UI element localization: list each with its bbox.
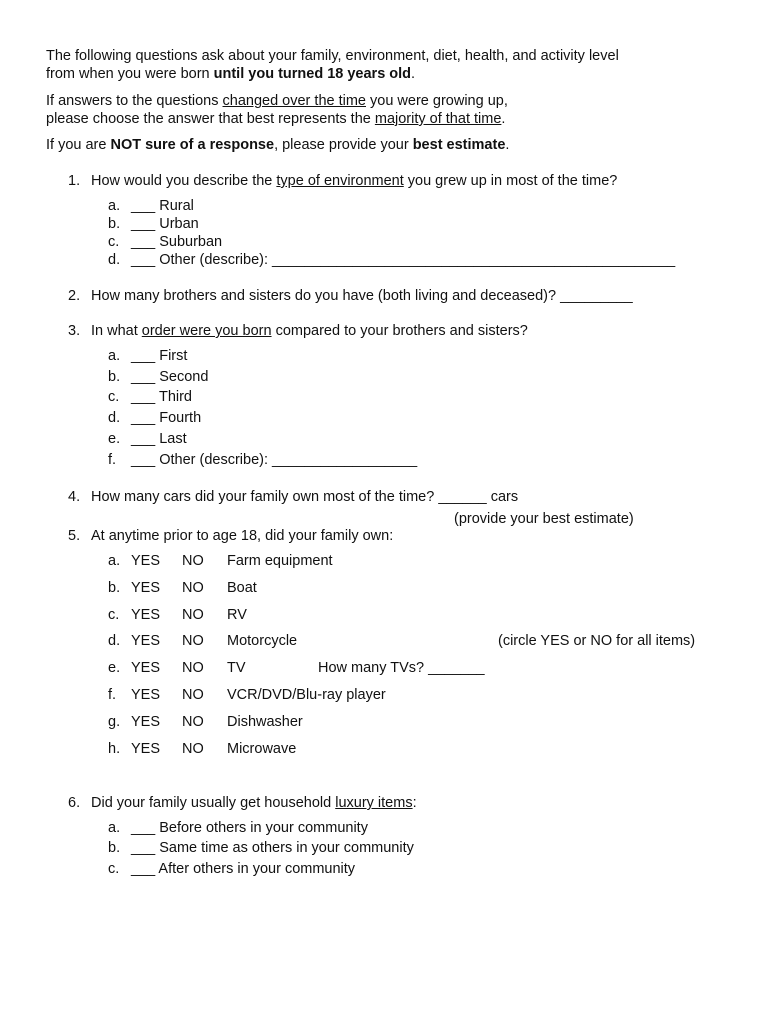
no-option[interactable]: NO — [182, 607, 204, 623]
q5-item-letter: a. — [108, 553, 121, 569]
no-option[interactable]: NO — [182, 687, 204, 703]
q3-option-fourth[interactable]: ___ Fourth — [131, 410, 202, 426]
q6-text: Did your family usually get household luxury items: — [91, 795, 417, 811]
q3-option-letter: c. — [108, 389, 120, 405]
q5-item-letter: d. — [108, 633, 121, 649]
no-option[interactable]: NO — [182, 633, 204, 649]
q6-option-letter: c. — [108, 861, 120, 877]
yes-option[interactable]: YES — [131, 607, 161, 623]
no-option[interactable]: NO — [182, 660, 204, 676]
yes-option[interactable]: YES — [131, 553, 161, 569]
q2-number: 2. — [68, 288, 81, 304]
q3-option-letter: d. — [108, 410, 121, 426]
q6-option-same[interactable]: ___ Same time as others in your community — [131, 840, 414, 856]
q3-option-letter: a. — [108, 348, 121, 364]
q1-option-letter: b. — [108, 216, 121, 232]
yes-option[interactable]: YES — [131, 741, 161, 757]
q5-item-motorcycle: Motorcycle — [227, 633, 298, 649]
q6-option-after[interactable]: ___ After others in your community — [131, 861, 356, 877]
yes-option[interactable]: YES — [131, 633, 161, 649]
no-option[interactable]: NO — [182, 553, 204, 569]
intro-line-2: from when you were born until you turned 18 years old. — [46, 66, 416, 82]
q4-text[interactable]: How many cars did your family own most of the time? ______ cars — [91, 489, 519, 505]
q3-number: 3. — [68, 323, 81, 339]
q3-option-third[interactable]: ___ Third — [131, 389, 192, 405]
yes-option[interactable]: YES — [131, 687, 161, 703]
yes-option[interactable]: YES — [131, 580, 161, 596]
intro-line-1: The following questions ask about your family, environment, diet, health, and activity level — [46, 48, 619, 64]
q5-item-dishwasher: Dishwasher — [227, 714, 303, 730]
q1-option-other[interactable]: ___ Other (describe): __________________________________________________ — [131, 252, 676, 268]
q6-option-letter: a. — [108, 820, 121, 836]
q3-option-letter: e. — [108, 431, 121, 447]
q4-note: (provide your best estimate) — [454, 511, 634, 527]
q6-option-before[interactable]: ___ Before others in your community — [131, 820, 368, 836]
q3-option-letter: f. — [108, 452, 117, 468]
q3-option-last[interactable]: ___ Last — [131, 431, 187, 447]
q5-item-rv: RV — [227, 607, 247, 623]
q5-item-letter: g. — [108, 714, 121, 730]
intro-line-3: If answers to the questions changed over the time you were growing up, — [46, 93, 508, 109]
q3-option-first[interactable]: ___ First — [131, 348, 188, 364]
q3-option-other[interactable]: ___ Other (describe): __________________ — [131, 452, 418, 468]
q3-option-letter: b. — [108, 369, 121, 385]
q5-item-letter: c. — [108, 607, 120, 623]
no-option[interactable]: NO — [182, 741, 204, 757]
yes-option[interactable]: YES — [131, 714, 161, 730]
q6-number: 6. — [68, 795, 81, 811]
intro-line-4: please choose the answer that best represents the majority of that time. — [46, 111, 506, 127]
q4-number: 4. — [68, 489, 81, 505]
q6-option-letter: b. — [108, 840, 121, 856]
q5-tv-count[interactable]: How many TVs? _______ — [318, 660, 485, 676]
q3-text: In what order were you born compared to your brothers and sisters? — [91, 323, 528, 339]
q5-item-farm-equipment: Farm equipment — [227, 553, 333, 569]
q3-option-second[interactable]: ___ Second — [131, 369, 209, 385]
q5-item-letter: e. — [108, 660, 121, 676]
q1-number: 1. — [68, 173, 81, 189]
q1-option-letter: a. — [108, 198, 121, 214]
no-option[interactable]: NO — [182, 714, 204, 730]
q5-item-vcr: VCR/DVD/Blu-ray player — [227, 687, 386, 703]
q5-item-tv: TV — [227, 660, 246, 676]
q1-option-letter: d. — [108, 252, 121, 268]
no-option[interactable]: NO — [182, 580, 204, 596]
yes-option[interactable]: YES — [131, 660, 161, 676]
q2-text[interactable]: How many brothers and sisters do you have (both living and deceased)? _________ — [91, 288, 633, 304]
q5-number: 5. — [68, 528, 81, 544]
q5-item-letter: f. — [108, 687, 117, 703]
q1-option-urban[interactable]: ___ Urban — [131, 216, 199, 232]
q5-item-letter: b. — [108, 580, 121, 596]
q1-option-suburban[interactable]: ___ Suburban — [131, 234, 223, 250]
q5-item-microwave: Microwave — [227, 741, 297, 757]
q5-circle-note: (circle YES or NO for all items) — [498, 633, 696, 649]
q1-text: How would you describe the type of environment you grew up in most of the time? — [91, 173, 618, 189]
q5-item-boat: Boat — [227, 580, 257, 596]
intro-line-5: If you are NOT sure of a response, please provide your best estimate. — [46, 137, 510, 153]
q5-text: At anytime prior to age 18, did your family own: — [91, 528, 394, 544]
q1-option-letter: c. — [108, 234, 120, 250]
q1-option-rural[interactable]: ___ Rural — [131, 198, 194, 214]
q5-item-letter: h. — [108, 741, 121, 757]
